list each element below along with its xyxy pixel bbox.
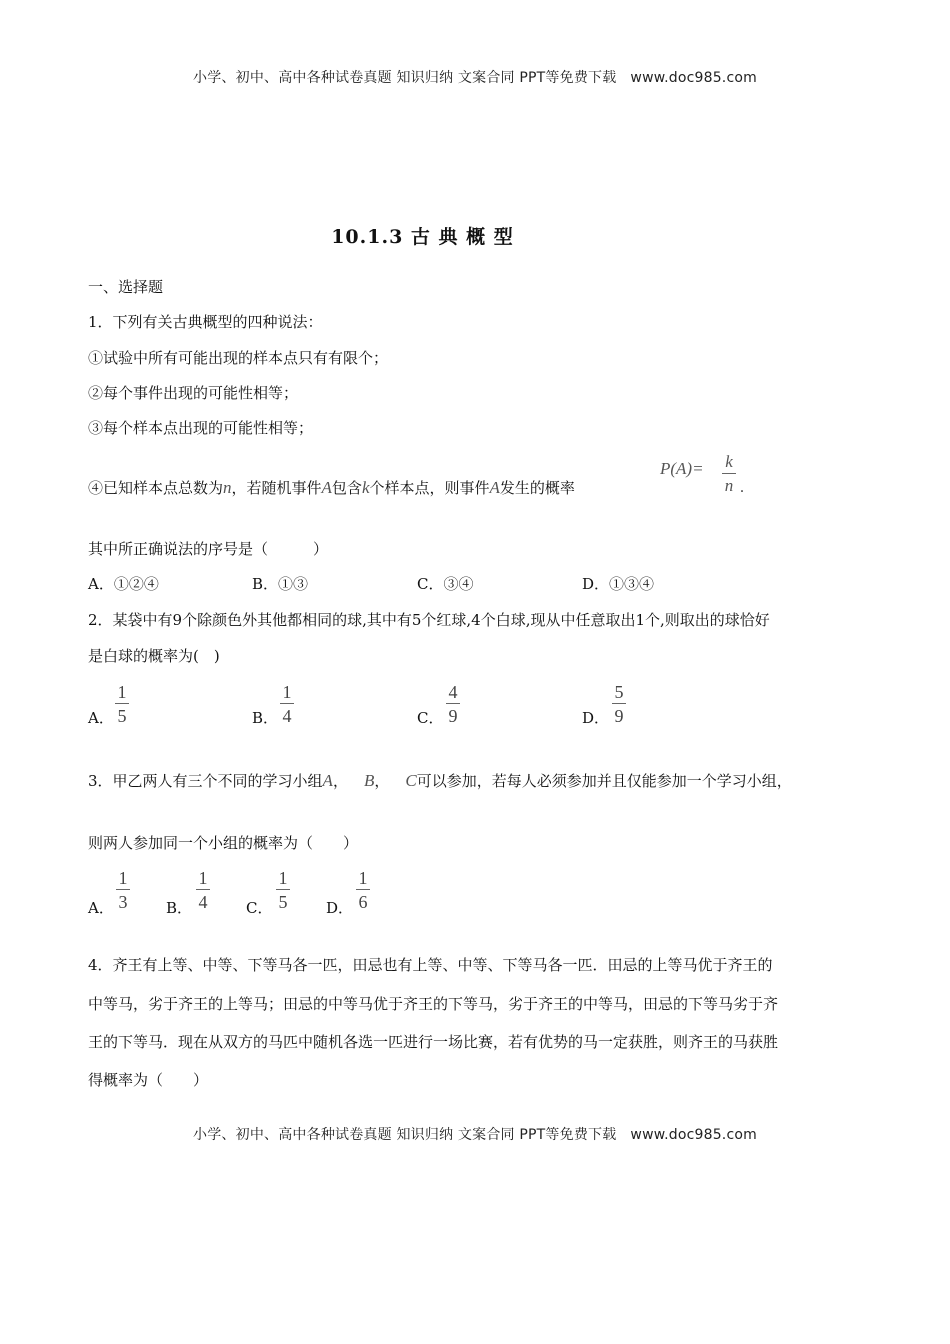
q1-statement-2: ②每个事件出现的可能性相等；	[88, 384, 299, 402]
q1-statement-3: ③每个样本点出现的可能性相等；	[88, 419, 314, 437]
q3-option-c-fraction	[276, 868, 290, 912]
fraction-bar	[356, 889, 370, 890]
footer-site-link[interactable]: www.doc985.com	[630, 1127, 757, 1143]
q3-comma-1: ，	[332, 772, 348, 790]
q2-d-denominator: 9	[614, 706, 624, 726]
formula-numerator: k	[725, 452, 733, 471]
q1-stem: 1．下列有关古典概型的四种说法：	[88, 313, 323, 331]
q1-option-b[interactable]: B．①③	[252, 575, 309, 593]
q3-comma-2: ，	[374, 772, 390, 790]
page-footer	[0, 1124, 950, 1144]
q3-option-c[interactable]: C．	[246, 899, 273, 917]
q1-ask: 其中所正确说法的序号是（ ）	[88, 540, 329, 558]
q1-statement-1: ①试验中所有可能出现的样本点只有有限个；	[88, 349, 389, 367]
q1-s4-var-k: k	[361, 478, 370, 497]
q3-a-denominator: 3	[118, 892, 128, 912]
q3-var-b: B	[363, 771, 375, 790]
q3-option-b-fraction	[196, 868, 210, 912]
q2-option-d[interactable]: D．	[582, 709, 610, 727]
q2-option-c[interactable]: C．	[417, 709, 444, 727]
q2-a-numerator: 1	[117, 682, 127, 702]
q3-option-a[interactable]: A．	[88, 899, 114, 917]
q1-s4-text-3: 包含	[331, 479, 362, 497]
fraction-bar	[280, 703, 294, 704]
formula-denominator: n	[724, 476, 734, 495]
q1-option-c[interactable]: C．③④	[417, 575, 474, 593]
formula-lhs: P(A)=	[660, 459, 704, 478]
q3-option-a-fraction	[116, 868, 130, 912]
fraction-bar	[276, 889, 290, 890]
q3-text-1: 3．甲乙两人有三个不同的学习小组	[88, 772, 323, 790]
q3-stem-line-1	[88, 771, 792, 791]
q2-stem-line-1: 2．某袋中有9个除颜色外其他都相同的球,其中有5个红球,4个白球,现从中任意取出1个,则取出的球恰好	[88, 611, 770, 629]
footer-text: 小学、初中、高中各种试卷真题 知识归纳 文案合同 PPT等免费下载	[193, 1127, 617, 1143]
q3-stem-line-2: 则两人参加同一个小组的概率为（ ）	[88, 834, 359, 852]
header-text: 小学、初中、高中各种试卷真题 知识归纳 文案合同 PPT等免费下载	[193, 70, 617, 86]
q1-s4-text-5: 发生的概率	[499, 479, 575, 497]
q4-stem-line-1: 4．齐王有上等、中等、下等马各一匹，田忌也有上等、中等、下等马各一匹．田忌的上等马优于齐王的	[88, 956, 773, 974]
q1-s4-var-a: A	[321, 478, 332, 497]
q2-b-denominator: 4	[282, 706, 292, 726]
q3-d-numerator: 1	[358, 868, 368, 888]
q2-c-numerator: 4	[448, 682, 458, 702]
q2-option-b-fraction	[280, 682, 294, 726]
q2-a-denominator: 5	[117, 706, 127, 726]
q2-d-numerator: 5	[614, 682, 624, 702]
q3-c-denominator: 5	[278, 892, 288, 912]
q3-option-b[interactable]: B．	[166, 899, 193, 917]
q3-c-numerator: 1	[278, 868, 288, 888]
header-site-link[interactable]: www.doc985.com	[630, 70, 757, 86]
q1-s4-text-1: ④已知样本点总数为	[88, 479, 224, 497]
page-title: 10.1.3 古 典 概 型	[331, 226, 514, 248]
formula-period: .	[740, 479, 744, 496]
q3-var-c: C	[405, 771, 417, 790]
fraction-bar	[115, 703, 129, 704]
fraction-bar	[446, 703, 460, 704]
q3-option-d-fraction	[356, 868, 370, 912]
fraction-bar	[722, 473, 736, 474]
q1-statement-4	[88, 478, 575, 498]
fraction-bar	[612, 703, 626, 704]
q3-b-numerator: 1	[198, 868, 208, 888]
formula-fraction	[722, 452, 736, 496]
q1-s4-text-2: ，若随机事件	[231, 479, 322, 497]
q2-option-b[interactable]: B．	[252, 709, 279, 727]
fraction-bar	[116, 889, 130, 890]
fraction-bar	[196, 889, 210, 890]
q1-s4-text-4: 个样本点，则事件	[369, 479, 490, 497]
q4-stem-line-2: 中等马，劣于齐王的上等马；田忌的中等马优于齐王的下等马，劣于齐王的中等马，田忌的下等马劣于齐	[88, 995, 779, 1013]
q1-s4-var-a2: A	[489, 478, 500, 497]
q3-d-denominator: 6	[358, 892, 368, 912]
q2-option-c-fraction	[446, 682, 460, 726]
q2-c-denominator: 9	[448, 706, 458, 726]
q3-var-a: A	[322, 771, 333, 790]
q2-option-d-fraction	[612, 682, 626, 726]
q3-a-numerator: 1	[118, 868, 128, 888]
q4-stem-line-3: 王的下等马．现在从双方的马匹中随机各选一匹进行一场比赛，若有优势的马一定获胜，则齐王的马获胜	[88, 1033, 779, 1051]
q1-option-a[interactable]: A．①②④	[88, 575, 159, 593]
q1-s4-var-n: n	[223, 478, 232, 497]
section-heading: 一、选择题	[88, 278, 164, 296]
q1-option-d[interactable]: D．①③④	[582, 575, 655, 593]
q4-stem-line-4: 得概率为（ ）	[88, 1071, 209, 1089]
q2-stem-line-2: 是白球的概率为( )	[88, 647, 220, 665]
q3-option-d[interactable]: D．	[326, 899, 354, 917]
q3-b-denominator: 4	[198, 892, 208, 912]
q2-option-a[interactable]: A．	[88, 709, 114, 727]
page-header	[0, 67, 950, 87]
q3-text-2: 可以参加，若每人必须参加并且仅能参加一个学习小组，	[416, 772, 792, 790]
q2-b-numerator: 1	[282, 682, 292, 702]
q2-option-a-fraction	[115, 682, 129, 726]
